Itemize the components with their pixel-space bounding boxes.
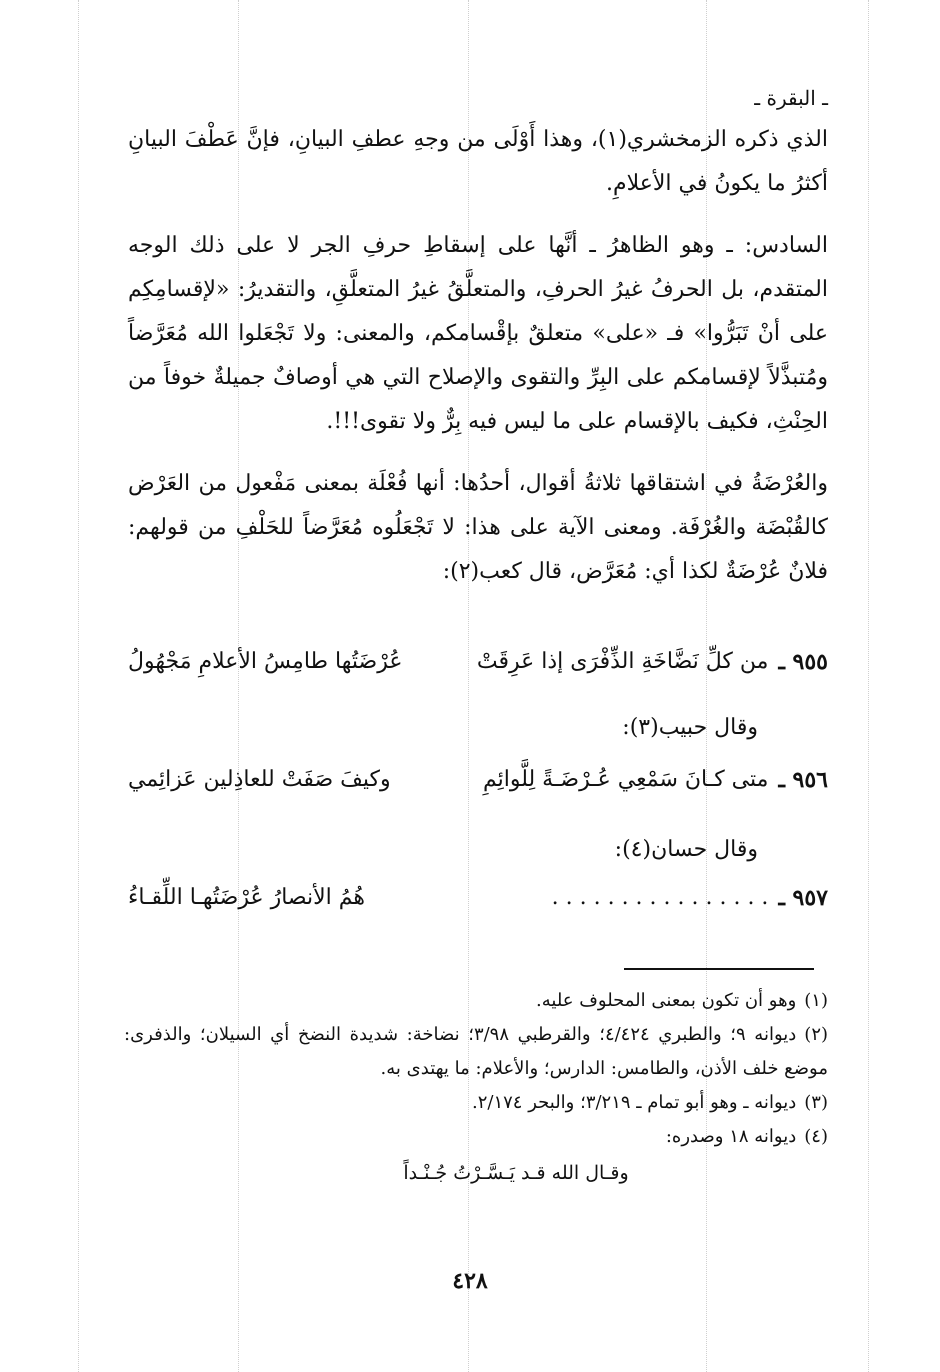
footnote-number: (٢) [804, 1024, 829, 1045]
paragraph: والعُرْضَةُ في اشتقاقها ثلاثةُ أقوال، أحدُها: أنها فُعْلَة بمعنى مَفْعول من العَرْض كالقُبْضَة والغُرْفَة. ومعنى الآية على هذا: لا تَجْعَلُوه مُعَرَّضاً للحَلْفِ من قولهم: فلانٌ عُرْضَةٌ لكذا أي: مُعَرَّض، قال كعب(٢): [128, 471, 828, 584]
verse-intro: وقال حبيب(٣): [622, 715, 758, 740]
footnote [124, 1018, 828, 1086]
footnote [124, 1120, 828, 1154]
footnote-text: ديوانه ـ وهو أبو تمام ـ ٣/٢١٩؛ والبحر ٢/١٧٤. [472, 1092, 797, 1113]
footnote-text: وهو أن تكون بمعنى المحلوف عليه. [536, 990, 797, 1011]
page-number: ٤٢٨ [452, 1268, 488, 1294]
footnote-number: (١) [804, 990, 828, 1011]
verse-intro: وقال حسان(٤): [614, 837, 758, 862]
verse-number: ٩٥٥ ـ [778, 649, 828, 675]
main-text [128, 118, 828, 594]
verse-number: ٩٥٦ ـ [778, 767, 828, 793]
footnote-number: (٣) [804, 1092, 828, 1113]
verse-first-hemistich: من كلِّ نَضَّاخَةِ الذِّفْرَى إذا عَرِقَتْ [476, 649, 769, 674]
verse-first-hemistich: متى كـانَ سَمْعِي عُـرْضَـةً لِلَّوائِمِ [482, 767, 769, 792]
verse-957 [128, 878, 828, 918]
verse-second-hemistich: عُرْضَتُها طامِسُ الأعلامِ مَجْهُولُ [128, 649, 403, 674]
verse-second-hemistich: وكيفَ صَفَتْ للعاذِلين عَزائِمي [128, 767, 391, 792]
footnote [124, 1086, 828, 1120]
paragraph: السادس: ـ وهو الظاهرُ ـ أنَّها على إسقاطِ حرفِ الجر لا على ذلك الوجه المتقدم، بل الحرفُ غيرُ الحرفِ، والمتعلَّقُ غيرُ المتعلَّقِ، والتقديرُ: «لإقسامِكِم على أنْ تَبَرُّوا» فـ «على» متعلقٌ بإقْسامكم، والمعنى: ولا تَجْعَلوا الله مُعَرَّضاً ومُتبذَّلاً لإقسامكم على البِرِّ والتقوى والإصلاح التي هي أوصافٌ جميلةٌ خوفاً من الحِنْثِ، فكيف بالإقسام على ما ليس فيه بِرٌّ ولا تقوى!!!. [128, 233, 828, 434]
verse-second-hemistich: هُمُ الأنصارُ عُرْضَتُهـا اللِّقـاءُ [128, 885, 366, 910]
footnotes [124, 984, 828, 1190]
footnote-number: (٤) [804, 1126, 828, 1147]
verse-955 [128, 642, 828, 682]
footnote-text: ديوانه ٩؛ والطبري ٤/٤٢٤؛ والقرطبي ٣/٩٨؛ نضاخة: شديدة النضخ أي السيلان؛ والذفرى: موضع خلف الأذن، والطامس: الدارس؛ والأعلام: ما يهتدى به. [124, 1024, 828, 1079]
verse-956 [128, 760, 828, 800]
scan-guide-line [868, 0, 869, 1372]
footnote-verse: وقـال الله قـد يَـسَّـرْتُ جُـنْـداً [403, 1162, 629, 1184]
verse-number: ٩٥٧ ـ [778, 885, 828, 911]
scan-guide-line [78, 0, 79, 1372]
footnote-text: ديوانه ١٨ وصدره: [665, 1126, 797, 1147]
running-header: ـ البقرة ـ [754, 86, 828, 110]
footnote [124, 984, 828, 1018]
paragraph: الذي ذكره الزمخشري(١)، وهذا أَوْلَى من وجهِ عطفِ البيانِ، فإنَّ عَطْفَ البيانِ أكثرُ ما يكونُ في الأعلامِ. [128, 127, 829, 196]
verse-first-hemistich: . . . . . . . . . . . . . . . . [551, 885, 769, 910]
footnote-separator [624, 968, 814, 970]
